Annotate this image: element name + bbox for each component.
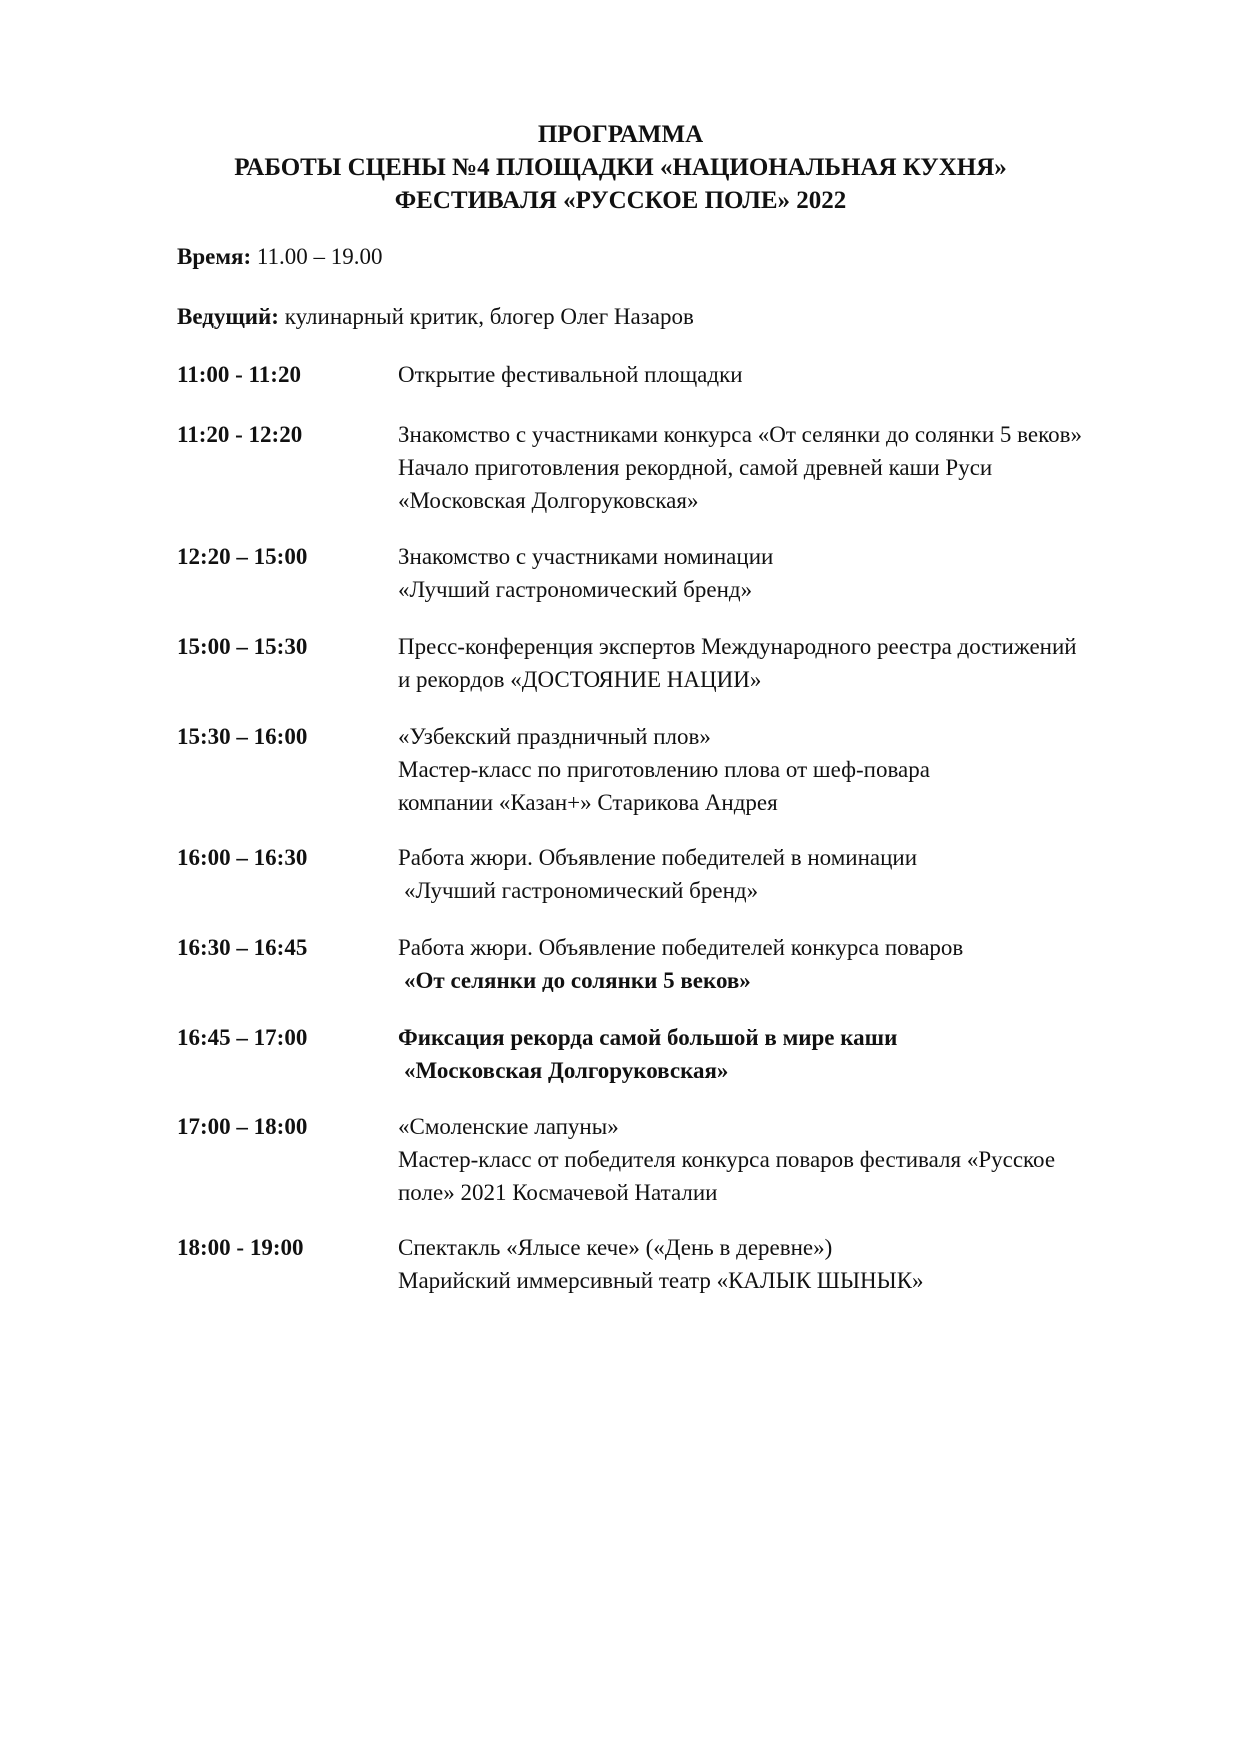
schedule-time: 16:45 – 17:00 bbox=[177, 1025, 308, 1050]
description-line: «Лучший гастрономический бренд» bbox=[398, 577, 753, 602]
host-label: Ведущий: bbox=[177, 304, 279, 329]
description-line: Мастер-класс по приготовлению плова от шеф-повара bbox=[398, 757, 930, 782]
schedule-description bbox=[398, 720, 1218, 819]
description-line: «От селянки до солянки 5 веков» bbox=[404, 968, 751, 993]
host-value: кулинарный критик, блогер Олег Назаров bbox=[284, 304, 694, 329]
schedule-time: 18:00 - 19:00 bbox=[177, 1235, 304, 1260]
description-line: и рекордов «ДОСТОЯНИЕ НАЦИИ» bbox=[398, 667, 762, 692]
description-line: «Узбекский праздничный плов» bbox=[398, 724, 711, 749]
description-line: «Московская Долгоруковская» bbox=[404, 1058, 729, 1083]
description-line: Открытие фестивальной площадки bbox=[398, 362, 743, 387]
description-line: Знакомство с участниками конкурса «От селянки до солянки 5 веков» bbox=[398, 422, 1082, 447]
schedule-time: 12:20 – 15:00 bbox=[177, 544, 308, 569]
description-line: поле» 2021 Космачевой Наталии bbox=[398, 1180, 718, 1205]
description-line: Пресс-конференция экспертов Международного реестра достижений bbox=[398, 634, 1077, 659]
schedule-time: 15:30 – 16:00 bbox=[177, 724, 308, 749]
schedule-time: 16:00 – 16:30 bbox=[177, 845, 308, 870]
schedule-description bbox=[398, 1231, 1218, 1297]
description-line: Работа жюри. Объявление победителей конкурса поваров bbox=[398, 935, 964, 960]
description-line: Марийский иммерсивный театр «КАЛЫК ШЫНЫК» bbox=[398, 1268, 924, 1293]
description-line: Работа жюри. Объявление победителей в номинации bbox=[398, 845, 918, 870]
description-line: Знакомство с участниками номинации bbox=[398, 544, 774, 569]
host-line bbox=[177, 302, 694, 332]
schedule-time: 11:20 - 12:20 bbox=[177, 422, 303, 447]
time-range-label: Время: bbox=[177, 244, 252, 269]
schedule-description bbox=[398, 931, 1218, 997]
title-line: РАБОТЫ СЦЕНЫ №4 ПЛОЩАДКИ «НАЦИОНАЛЬНАЯ КУХНЯ» bbox=[234, 154, 1007, 181]
description-line: Спектакль «Ялысе кече» («День в деревне») bbox=[398, 1235, 833, 1260]
schedule-description bbox=[398, 418, 1218, 517]
title-line: ПРОГРАММА bbox=[537, 121, 704, 148]
description-line: Мастер-класс от победителя конкурса поваров фестиваля «Русское bbox=[398, 1147, 1056, 1172]
schedule-time: 11:00 - 11:20 bbox=[177, 362, 301, 387]
description-line: Начало приготовления рекордной, самой древней каши Руси bbox=[398, 455, 993, 480]
schedule-description bbox=[398, 841, 1218, 907]
description-line: «Московская Долгоруковская» bbox=[398, 488, 699, 513]
title-line: ФЕСТИВАЛЯ «РУССКОЕ ПОЛЕ» 2022 bbox=[394, 187, 847, 214]
description-line: Фиксация рекорда самой большой в мире каши bbox=[398, 1025, 898, 1050]
schedule-description bbox=[398, 358, 1218, 391]
program-title bbox=[0, 118, 1241, 217]
schedule-description bbox=[398, 630, 1218, 696]
schedule-time: 15:00 – 15:30 bbox=[177, 634, 308, 659]
schedule-description bbox=[398, 1021, 1218, 1087]
description-line: «Смоленские лапуны» bbox=[398, 1114, 619, 1139]
schedule-time: 17:00 – 18:00 bbox=[177, 1114, 308, 1139]
schedule-time: 16:30 – 16:45 bbox=[177, 935, 308, 960]
description-line: «Лучший гастрономический бренд» bbox=[404, 878, 759, 903]
description-line: компании «Казан+» Старикова Андрея bbox=[398, 790, 778, 815]
time-range-line bbox=[177, 242, 383, 272]
schedule-description bbox=[398, 1110, 1218, 1209]
time-range-value: 11.00 – 19.00 bbox=[256, 244, 383, 269]
schedule-description bbox=[398, 540, 1218, 606]
